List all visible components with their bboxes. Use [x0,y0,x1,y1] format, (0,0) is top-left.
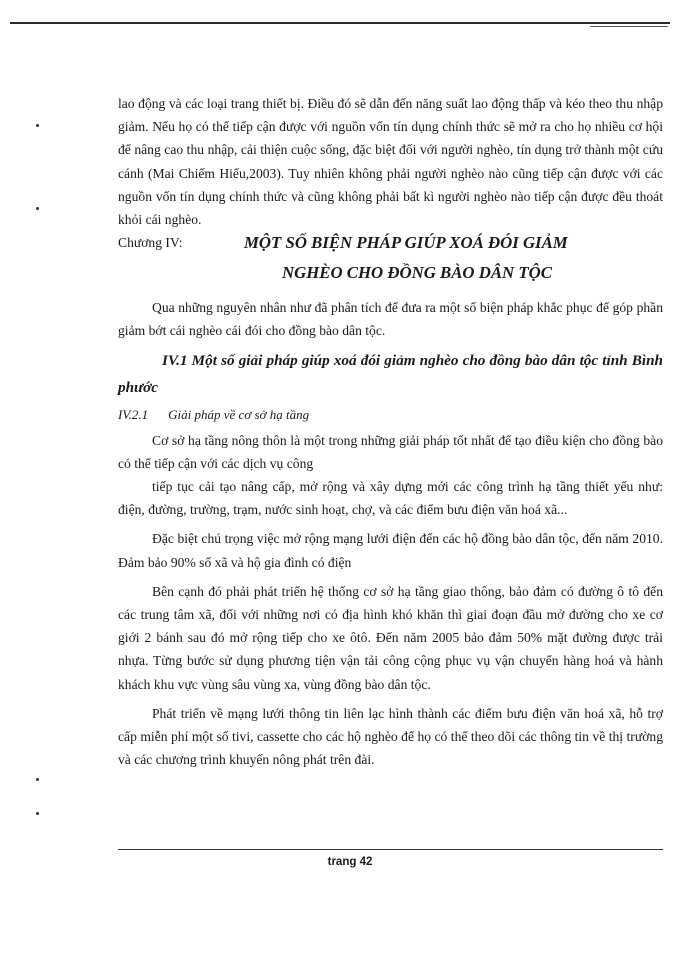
subsection-number: IV.2.1 [118,406,149,422]
margin-mark [36,124,39,127]
document-body [118,92,663,771]
top-rule-accent [590,26,668,27]
margin-mark [36,778,39,781]
paragraph: tiếp tục cải tạo nâng cấp, mở rộng và xây dựng mới các công trình hạ tầng thiết yếu như: điện, đường, trường, trạm, nước sinh hoạt, chợ, và các điểm bưu điện văn hoá xã... [118,479,663,518]
chapter-title-line2: NGHÈO CHO ĐỒNG BÀO DÂN TỘC [282,263,552,283]
section-title: IV.1 Một số giải pháp giúp xoá đói giảm nghèo cho đồng bào dân tộc tỉnh Bình phước [118,351,663,396]
page-number: trang 42 [327,856,373,868]
paragraph: Đặc biệt chú trọng việc mở rộng mạng lưới điện đến các hộ đồng bào dân tộc, đến năm 2010. Đảm bảo 90% số xã và hộ gia đình có điện [118,531,663,570]
paragraph: Qua những nguyên nhân như đã phân tích để đưa ra một số biện pháp khắc phục để góp phần giảm bớt cái nghèo cái đói cho đồng bào dân tộc. [118,300,663,339]
top-rule [10,22,670,24]
margin-mark [36,812,39,815]
subsection-title [118,401,663,429]
paragraph: Phát triển về mạng lưới thông tin liên lạc hình thành các điểm bưu điện văn hoá xã, hỗ trợ cấp miễn phí một số tivi, cassette cho các hộ nghèo để họ có thể theo dõi các thông tin về thị trường và các chương trình khuyến nông phát trên đài. [118,705,663,768]
subsection-text: Giải pháp về cơ sở hạ tầng [168,406,310,422]
paragraph: Bên cạnh đó phải phát triển hệ thống cơ sở hạ tầng giao thông, bảo đảm có đường ô tô đến các trung tâm xã, đối với những nơi có địa hình khó khăn thì giai đoạn đầu mở đường cho xe cơ giới 2 bánh sau đó mở rộng tiếp cho xe ôtô. Đến năm 2005 bảo đảm 50% mặt đường được trải nhựa. Từng bước sử dụng phương tiện vận tải công cộng phục vụ vận chuyển hàng hoá và hành khách khu vực vùng sâu vùng xa, vùng đồng bào dân tộc. [118,583,663,692]
margin-mark [36,207,39,210]
paragraph: lao động và các loại trang thiết bị. Điều đó sẽ dẫn đến năng suất lao động thấp và kéo theo thu nhập giảm. Nếu họ có thể tiếp cận được với nguồn vốn tín dụng chính thức sẽ mở ra cho họ nhiều cơ hội để nâng cao thu nhập, cải thiện cuộc sống, đặc biệt đối với người nghèo, tín dụng trở thành một cứu cánh (Mai Chiếm Hiếu,2003). Tuy nhiên không phải người nghèo nào cũng tiếp cận được với các nguồn vốn tín dụng chính thức và cũng không phải bất kì người nghèo nào tiếp cận được đều thoát khỏi cái nghèo. [118,96,663,228]
footer-rule [118,849,663,850]
paragraph: Cơ sở hạ tầng nông thôn là một trong những giải pháp tốt nhất để tạo điều kiện cho đồng bào có thể tiếp cận với các dịch vụ công [118,432,663,471]
chapter-label: Chương IV: [118,235,183,251]
chapter-title-line1: MỘT SỐ BIỆN PHÁP GIÚP XOÁ ĐÓI GIẢM [244,233,568,253]
chapter-heading-row [118,231,663,258]
